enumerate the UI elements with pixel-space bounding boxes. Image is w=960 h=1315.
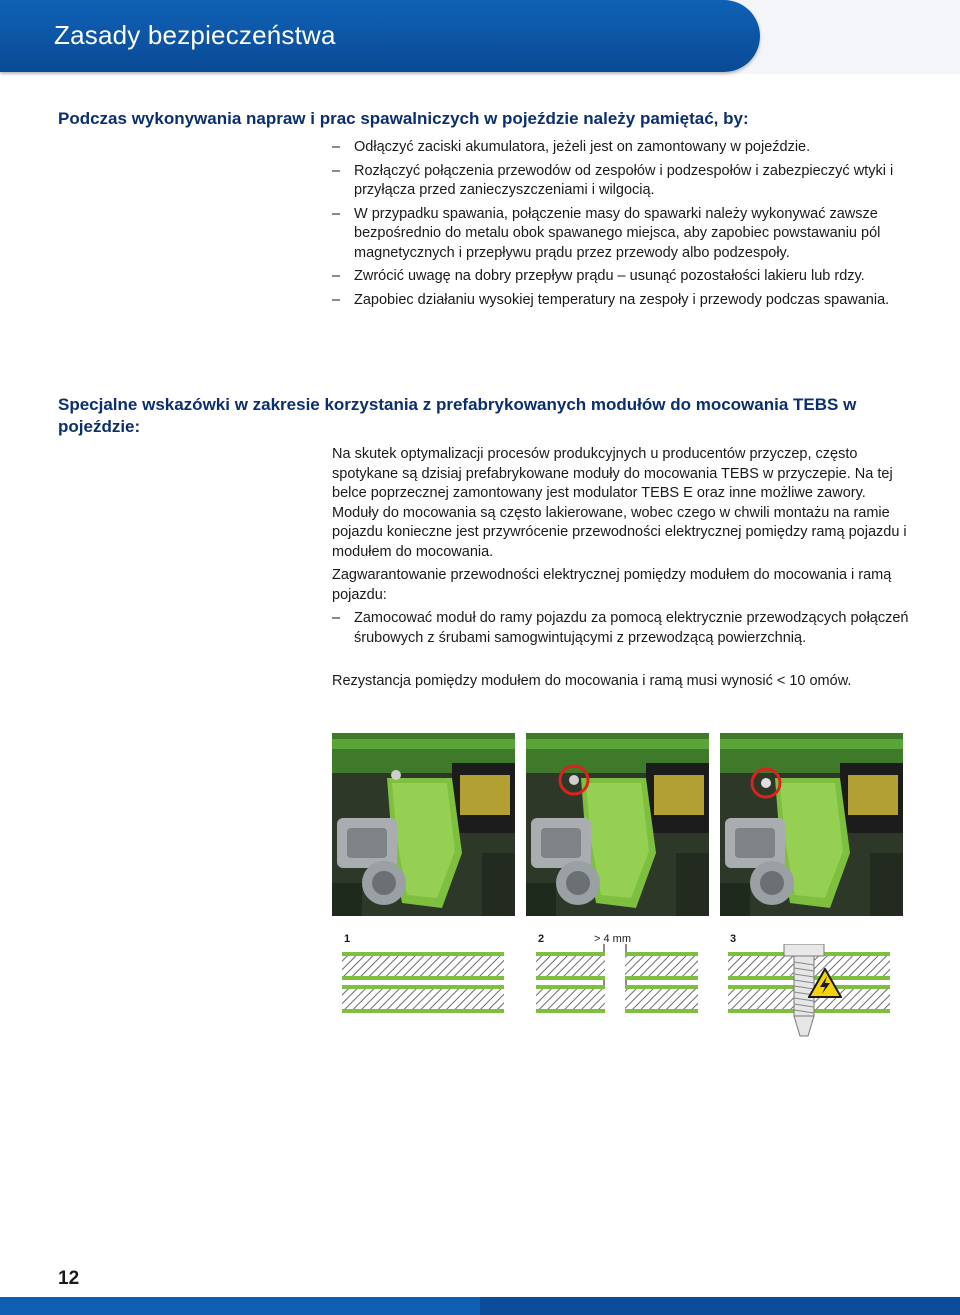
diagram-label-2: 2	[538, 933, 545, 945]
page-title: Zasady bezpieczeństwa	[54, 20, 336, 50]
section2-paragraph-3: Rezystancja pomiędzy modułem do mocowania i ramą musi wynosić < 10 omów.	[332, 673, 852, 689]
diagram-label-1: 1	[344, 933, 351, 945]
diagram-1	[342, 952, 504, 1014]
photo-3	[720, 733, 903, 916]
section1-list	[332, 138, 912, 314]
section2-heading: Specjalne wskazówki w zakresie korzystania z prefabrykowanych modułów do mocowania TEBS w pojeździe:	[58, 395, 857, 436]
list-item: – W przypadku spawania, połączenie masy do spawarki należy wykonywać zawsze bezpośrednio do metalu obok spawanego miejsca, aby zapobiec powstawaniu pól magnetycznych i przepływu prądu przez przewody albo podzespoły.	[332, 205, 881, 261]
section2-paragraph-1: Na skutek optymalizacji procesów produkcyjnych u producentów przyczep, często spotykane są dzisiaj prefabrykowane moduły do mocowania TEBS w przyczepie. Na tej belce poprzecznej zamontowany jest modulator TEBS E oraz inne możliwe zawory. Moduły do mocowania są często lakierowane, wobec czego w chwili montażu na ramie pojazdu konieczne jest przywrócenie przewodności elektrycznej pomiędzy ramą pojazdu i modułem do mocowania.	[332, 446, 907, 560]
list-item: – Zapobiec działaniu wysokiej temperatury na zespoły i przewody podczas spawania.	[332, 291, 890, 308]
footer-bar-accent	[0, 1297, 480, 1315]
list-item: – Zamocować moduł do ramy pojazdu za pomocą elektrycznie przewodzących połączeń śrubowych z śrubami samogwintującymi z przewodzącą powierzchnią.	[332, 610, 909, 646]
list-item: – Rozłączyć połączenia przewodów od zespołów i podzespołów i zabezpieczyć wtyki i przyłącza przed zanieczyszczeniami i wilgocią.	[332, 162, 894, 198]
photo-2	[526, 733, 709, 916]
list-item: – Odłączyć zaciski akumulatora, jeżeli jest on zamontowany w pojeździe.	[332, 139, 811, 155]
list-item: – Zwrócić uwagę na dobry przepływ prądu – usunąć pozostałości lakieru lub rdzy.	[332, 268, 865, 284]
page-number: 12	[58, 1268, 80, 1289]
section1-heading: Podczas wykonywania napraw i prac spawalniczych w pojeździe należy pamiętać, by:	[58, 109, 749, 128]
gap-measurement-label: > 4 mm	[594, 933, 631, 945]
section2-list	[332, 609, 912, 652]
diagram-label-3: 3	[730, 933, 737, 945]
section2-paragraph-2: Zagwarantowanie przewodności elektrycznej pomiędzy modułem do mocowania i ramą pojazdu:	[332, 567, 892, 603]
diagram-2	[536, 944, 698, 1014]
diagram-3	[728, 944, 890, 1044]
lightning-warning-icon	[808, 968, 842, 998]
photo-1	[332, 733, 515, 916]
